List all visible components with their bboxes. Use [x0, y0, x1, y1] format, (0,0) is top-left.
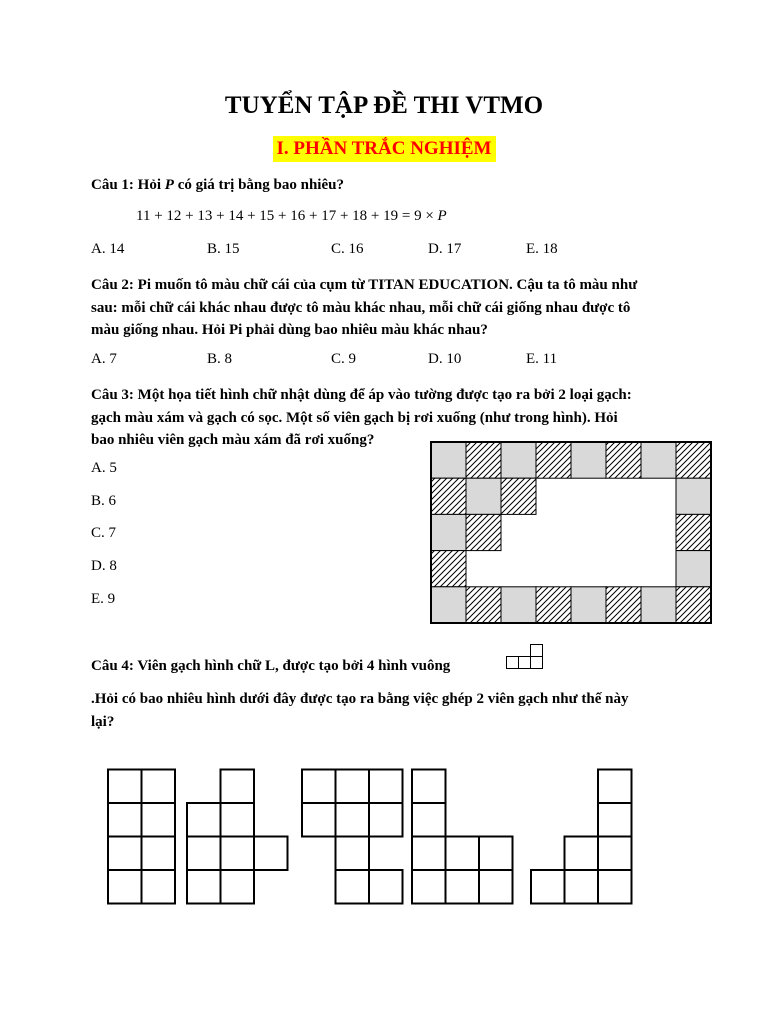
gray-tile [641, 587, 676, 623]
striped-tile [536, 587, 571, 623]
question-1-prompt [91, 174, 691, 197]
candidate-shape-1 [108, 770, 175, 904]
q1-option-d[interactable]: D. 17 [428, 241, 462, 257]
striped-tile [431, 551, 466, 587]
shape-cell [479, 870, 513, 904]
shape-cell [108, 837, 142, 871]
shape-cell [108, 770, 142, 804]
shape-cell [108, 870, 142, 904]
question-1-formula [136, 208, 447, 225]
formula-variable: P [437, 208, 447, 224]
gray-tile [676, 551, 711, 587]
gray-tile [431, 442, 466, 478]
q1-option-c[interactable]: C. 16 [331, 241, 364, 257]
striped-tile [676, 587, 711, 623]
question-1-variable: P [164, 177, 174, 193]
gray-tile [431, 514, 466, 550]
question-4-text: .Hỏi có bao nhiêu hình dưới đây được tạo ra bằng việc ghép 2 viên gạch như thế này [91, 691, 629, 707]
shape-cell [336, 837, 370, 871]
q2-option-a[interactable]: A. 7 [91, 351, 117, 367]
shape-cell [142, 870, 176, 904]
striped-tile [676, 442, 711, 478]
question-2-prompt [91, 274, 691, 342]
shape-cell [254, 837, 288, 871]
question-1-prefix: Câu 1: Hỏi [91, 177, 165, 193]
q2-option-d[interactable]: D. 10 [428, 351, 462, 367]
striped-tile [431, 478, 466, 514]
shape-cell [479, 837, 513, 871]
shape-cell [187, 803, 221, 837]
shape-cell [221, 837, 255, 871]
page-title: TUYỂN TẬP ĐỀ THI VTMO [224, 92, 544, 119]
shape-cell [302, 770, 336, 804]
l-brick-icon [505, 643, 547, 670]
candidate-shape-3 [302, 770, 403, 904]
shape-cell [221, 870, 255, 904]
gray-tile [571, 442, 606, 478]
question-3-line: gạch màu xám và gạch có sọc. Một số viên gạch bị rơi xuống (như trong hình). Hỏi [91, 409, 618, 426]
tile-grid [431, 442, 711, 623]
q3-option-d[interactable]: D. 8 [91, 558, 117, 574]
striped-tile [466, 442, 501, 478]
gray-tile [501, 587, 536, 623]
shape-cell [142, 803, 176, 837]
tile-wall-figure [430, 441, 712, 624]
question-4-line-2 [91, 688, 691, 733]
shape-cell [369, 803, 403, 837]
q3-option-b[interactable]: B. 6 [91, 493, 117, 509]
section-heading: I. PHẦN TRẮC NGHIỆM [273, 136, 496, 162]
shape-cell [221, 803, 255, 837]
shape-cell [598, 770, 632, 804]
question-2-line: Câu 2: Pi muốn tô màu chữ cái của cụm từ TITAN EDUCATION. Cậu ta tô màu như [91, 277, 638, 293]
question-1-suffix: có giá trị bằng bao nhiêu? [173, 177, 344, 193]
shape-cell [531, 870, 565, 904]
shape-cell [565, 837, 599, 871]
striped-tile [501, 478, 536, 514]
gray-tile [571, 587, 606, 623]
shape-cell [369, 870, 403, 904]
shape-cell [446, 837, 480, 871]
q2-option-c[interactable]: C. 9 [331, 351, 357, 367]
gray-tile [676, 478, 711, 514]
q1-option-e[interactable]: E. 18 [526, 241, 558, 257]
shape-cell [187, 870, 221, 904]
candidate-shape-4 [412, 770, 513, 904]
candidate-shape-5 [531, 770, 632, 904]
section-heading-wrap [0, 136, 768, 162]
q3-option-a[interactable]: A. 5 [91, 460, 117, 476]
shape-cell [221, 770, 255, 804]
q1-option-a[interactable]: A. 14 [91, 241, 125, 257]
shape-cell [598, 803, 632, 837]
candidate-shapes-figure [106, 768, 634, 910]
question-2-line: màu giống nhau. Hỏi Pi phải dùng bao nhiêu màu khác nhau? [91, 322, 488, 338]
striped-tile [466, 514, 501, 550]
question-4-line-1: Câu 4: Viên gạch hình chữ L, được tạo bởi 4 hình vuông [91, 658, 451, 674]
striped-tile [466, 587, 501, 623]
question-4-text: lại? [91, 713, 115, 730]
shape-cell [142, 770, 176, 804]
shape-cell [412, 803, 446, 837]
shape-cell [598, 870, 632, 904]
shape-cell [187, 837, 221, 871]
shape-cell [142, 837, 176, 871]
shape-cell [598, 837, 632, 871]
q2-option-b[interactable]: B. 8 [207, 351, 233, 367]
question-3-line: bao nhiêu viên gạch màu xám đã rơi xuống? [91, 432, 375, 448]
shape-cell [565, 870, 599, 904]
q2-option-e[interactable]: E. 11 [526, 351, 558, 367]
shape-cell [302, 803, 336, 837]
shape-cell [369, 770, 403, 804]
formula-text: 11 + 12 + 13 + 14 + 15 + 16 + 17 + 18 + 19 = 9 × [136, 208, 438, 224]
q3-option-e[interactable]: E. 9 [91, 591, 116, 607]
gray-tile [466, 478, 501, 514]
shape-cell [412, 870, 446, 904]
gray-tile [431, 587, 466, 623]
shape-cell [446, 870, 480, 904]
striped-tile [676, 514, 711, 550]
gray-tile [501, 442, 536, 478]
shape-cell [412, 770, 446, 804]
shape-cell [412, 837, 446, 871]
gray-tile [641, 442, 676, 478]
striped-tile [606, 442, 641, 478]
striped-tile [536, 442, 571, 478]
q3-option-c[interactable]: C. 7 [91, 525, 117, 541]
striped-tile [606, 587, 641, 623]
question-3-line: Câu 3: Một họa tiết hình chữ nhật dùng để áp vào tường được tạo ra bởi 2 loại gạch: [91, 387, 632, 403]
question-2-line: sau: mỗi chữ cái khác nhau được tô màu khác nhau, mỗi chữ cái giống nhau được tô [91, 299, 631, 316]
candidate-shape-2 [187, 770, 288, 904]
shape-cell [108, 803, 142, 837]
shape-cell [336, 770, 370, 804]
shape-cell [336, 870, 370, 904]
q1-option-b[interactable]: B. 15 [207, 241, 240, 257]
